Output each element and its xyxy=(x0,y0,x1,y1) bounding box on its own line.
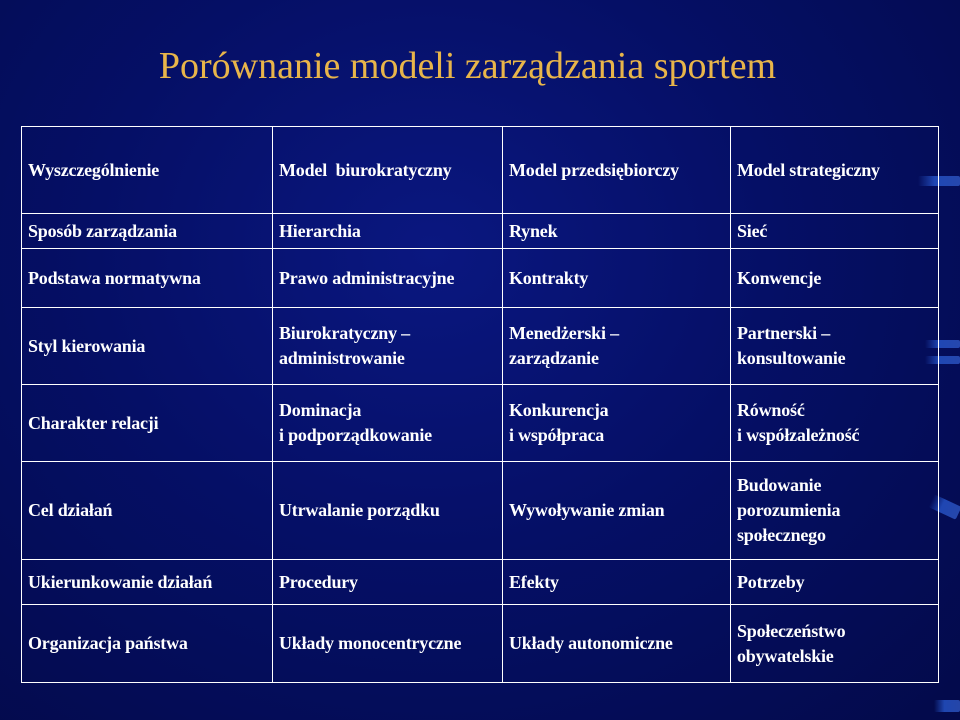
table-cell: Menedżerski – zarządzanie xyxy=(503,308,731,385)
header-cell: Wyszczególnienie xyxy=(22,127,273,214)
table-cell: Hierarchia xyxy=(273,214,503,249)
slide-title: Porównanie modeli zarządzania sportem xyxy=(158,45,777,87)
table-cell: Utrwalanie porządku xyxy=(273,462,503,560)
table-cell: Społeczeństwo obywatelskie xyxy=(731,605,939,683)
header-cell: Model biurokratyczny xyxy=(273,127,503,214)
table-cell: Biurokratyczny – administrowanie xyxy=(273,308,503,385)
table-cell: Kontrakty xyxy=(503,249,731,308)
table-cell: Procedury xyxy=(273,560,503,605)
table-row xyxy=(22,385,939,462)
row-label-cell: Styl kierowania xyxy=(22,308,273,385)
row-label-cell: Ukierunkowanie działań xyxy=(22,560,273,605)
header-cell: Model strategiczny xyxy=(731,127,939,214)
table-cell: Rynek xyxy=(503,214,731,249)
table-cell: Wywoływanie zmian xyxy=(503,462,731,560)
table-row xyxy=(22,605,939,683)
row-label-cell: Podstawa normatywna xyxy=(22,249,273,308)
table-cell: Układy monocentryczne xyxy=(273,605,503,683)
table-cell: Prawo administracyjne xyxy=(273,249,503,308)
row-label-cell: Sposób zarządzania xyxy=(22,214,273,249)
table-cell: Równość i współzależność xyxy=(731,385,939,462)
table-cell: Dominacja i podporządkowanie xyxy=(273,385,503,462)
table-row xyxy=(22,308,939,385)
table-row xyxy=(22,560,939,605)
header-cell: Model przedsiębiorczy xyxy=(503,127,731,214)
table-cell: Układy autonomiczne xyxy=(503,605,731,683)
table-row xyxy=(22,462,939,560)
table-cell: Konwencje xyxy=(731,249,939,308)
table-header-row xyxy=(22,127,939,214)
table-cell: Konkurencja i współpraca xyxy=(503,385,731,462)
table-row xyxy=(22,249,939,308)
table-cell: Partnerski – konsultowanie xyxy=(731,308,939,385)
table-cell: Sieć xyxy=(731,214,939,249)
table-cell: Efekty xyxy=(503,560,731,605)
row-label-cell: Charakter relacji xyxy=(22,385,273,462)
table-cell: Potrzeby xyxy=(731,560,939,605)
comparison-table xyxy=(21,126,939,683)
table-cell: Budowanie porozumienia społecznego xyxy=(731,462,939,560)
row-label-cell: Organizacja państwa xyxy=(22,605,273,683)
table-row xyxy=(22,214,939,249)
decorative-stripe xyxy=(934,700,960,712)
row-label-cell: Cel działań xyxy=(22,462,273,560)
